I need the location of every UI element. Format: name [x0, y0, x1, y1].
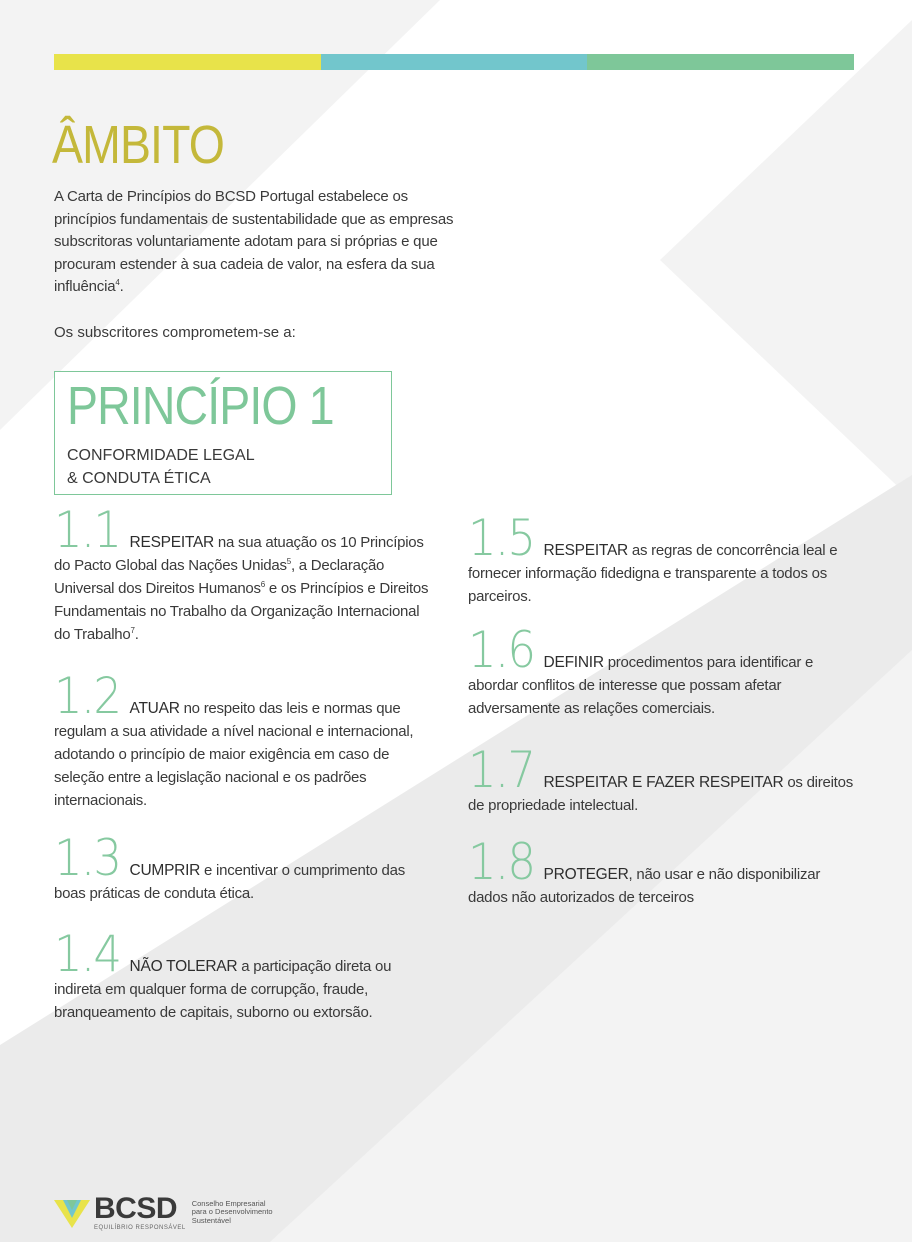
- logo-tagline: EQUILÍBRIO RESPONSÁVEL: [94, 1225, 186, 1231]
- item-body: , a Declaração Universal dos Direitos Humanos: [54, 557, 385, 597]
- item-body: os direitos de propriedade intelectual.: [468, 774, 853, 814]
- logo-name: BCSD: [94, 1192, 178, 1225]
- item-body: .: [134, 626, 139, 643]
- item-body: procedimentos para identificar e abordar conflitos de interesse que possam afetar adversamente as relações comerciais.: [468, 654, 814, 717]
- item-verb: NÃO TOLERAR: [129, 958, 238, 975]
- commit-line: Os subscritores comprometem-se a:: [54, 324, 296, 341]
- item-1-2-text: [54, 667, 439, 812]
- principle-subtitle-line2: & CONDUTA ÉTICA: [67, 470, 211, 487]
- logo-desc-line: Conselho Empresarial: [191, 1198, 266, 1208]
- item-1-2: [54, 667, 439, 812]
- stripe-yellow: [54, 54, 321, 70]
- logo-desc-line: para o Desenvolvimento: [191, 1207, 273, 1217]
- logo-triangle-icon: [54, 1198, 90, 1228]
- section-title: ÂMBITO: [52, 115, 225, 175]
- item-1-3-text: [54, 829, 439, 905]
- item-verb: RESPEITAR: [129, 534, 214, 551]
- principle-title: PRINCÍPIO 1: [67, 376, 334, 436]
- item-1-7-text: [468, 741, 853, 817]
- item-number: 1.2: [54, 667, 121, 725]
- item-number: 1.1: [54, 501, 121, 559]
- principle-subtitle: [67, 444, 255, 490]
- item-body: no respeito das leis e normas que regulam a sua atividade a nível nacional e internacional, adotando o princípio de maior exigência em caso de seleção entre a legislação nacional e os padrões internacionais.: [54, 700, 414, 809]
- color-stripe: [54, 54, 854, 70]
- footnote-ref: 4: [115, 278, 120, 287]
- item-body: na sua atuação os 10 Princípios do Pacto Global das Nações Unidas: [54, 534, 424, 574]
- item-body: a participação direta ou indireta em qualquer forma de corrupção, fraude, branqueamento de capitais, suborno ou extorsão.: [54, 958, 392, 1021]
- footnote-ref: 6: [260, 580, 265, 589]
- item-1-7: [468, 741, 853, 817]
- intro-end: .: [119, 278, 124, 295]
- item-number: 1.4: [54, 925, 121, 983]
- item-1-1-text: [54, 501, 439, 646]
- item-body: e incentivar o cumprimento das boas práticas de conduta ética.: [54, 862, 405, 902]
- item-1-6: [468, 621, 853, 720]
- stripe-teal: [321, 54, 588, 70]
- bcsd-logo: [54, 1194, 282, 1231]
- item-verb: ATUAR: [129, 700, 180, 717]
- logo-description: [192, 1200, 282, 1226]
- logo-desc-line: Sustentável: [191, 1215, 231, 1225]
- item-body: e os Princípios e Direitos Fundamentais no Trabalho da Organização Internacional do Trabalho: [54, 580, 429, 643]
- principle-box: [54, 371, 392, 495]
- item-1-3: [54, 829, 439, 905]
- item-verb: RESPEITAR E FAZER RESPEITAR: [543, 774, 784, 791]
- item-1-4-text: [54, 925, 439, 1024]
- item-number: 1.5: [468, 509, 535, 567]
- item-1-6-text: [468, 621, 853, 720]
- stripe-green: [587, 54, 854, 70]
- footnote-ref: 5: [286, 557, 291, 566]
- item-body: , não usar e não disponibilizar dados não autorizados de terceiros: [468, 866, 821, 906]
- item-verb: RESPEITAR: [543, 542, 628, 559]
- item-verb: PROTEGER: [543, 866, 629, 883]
- item-1-8-text: [468, 833, 853, 909]
- item-number: 1.7: [468, 741, 535, 799]
- item-1-4: [54, 925, 439, 1024]
- logo-wordmark: [94, 1194, 186, 1231]
- item-number: 1.8: [468, 833, 535, 891]
- item-number: 1.3: [54, 829, 121, 887]
- item-verb: DEFINIR: [543, 654, 604, 671]
- item-number: 1.6: [468, 621, 535, 679]
- footnote-ref: 7: [130, 626, 135, 635]
- intro-text: A Carta de Princípios do BCSD Portugal estabelece os princípios fundamentais de sustentabilidade que as empresas subscritoras voluntariamente adotam para si próprias e que procuram estender à sua cadeia de valor, na esfera da sua influência: [54, 188, 454, 295]
- item-1-5: [468, 509, 853, 608]
- intro-paragraph: [54, 186, 454, 299]
- item-body: as regras de concorrência leal e fornecer informação fidedigna e transparente a todos os parceiros.: [468, 542, 838, 605]
- item-1-1: [54, 501, 439, 646]
- item-1-5-text: [468, 509, 853, 608]
- principle-subtitle-line1: CONFORMIDADE LEGAL: [67, 447, 255, 464]
- item-1-8: [468, 833, 853, 909]
- item-verb: CUMPRIR: [129, 862, 201, 879]
